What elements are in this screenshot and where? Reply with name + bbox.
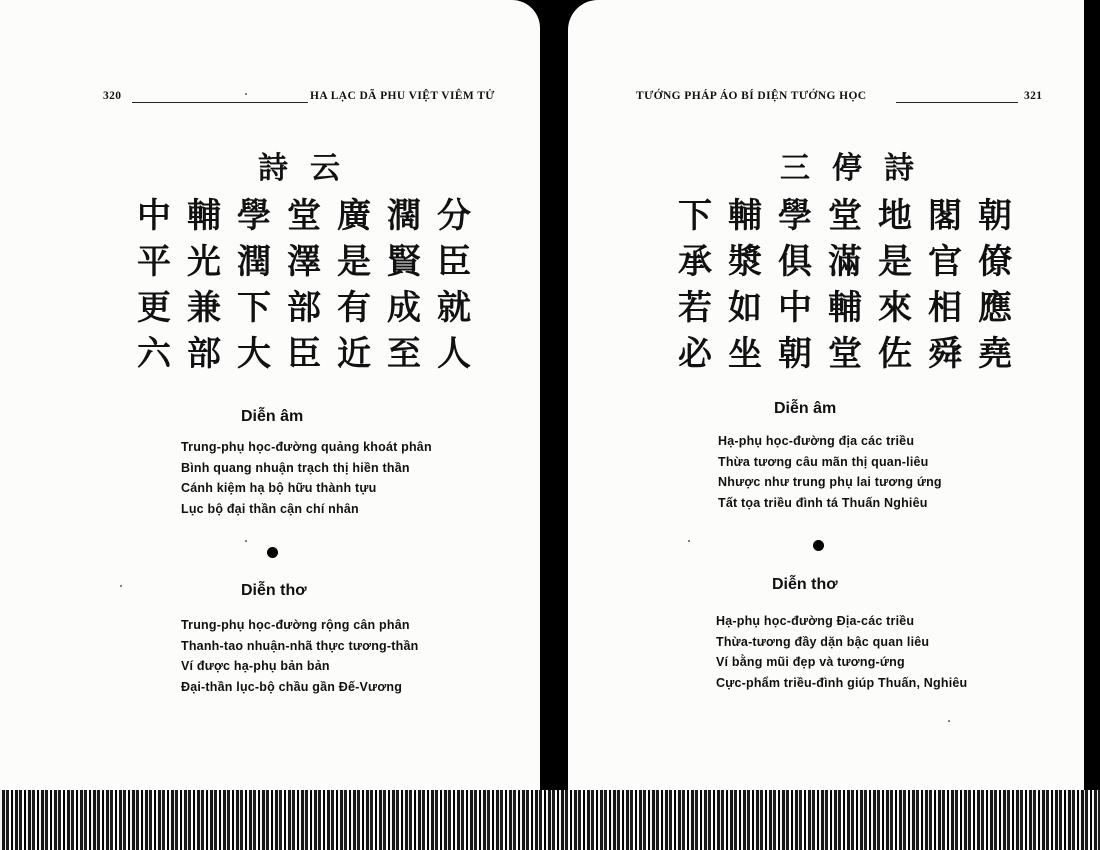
dien-tho-line: Trung-phụ học-đường rộng cân phân (181, 618, 410, 632)
dien-am-line: Bình quang nhuận trạch thị hiền thần (181, 460, 410, 475)
poem-line: 下輔學堂地閣朝 (678, 196, 1028, 236)
left-page (0, 0, 540, 790)
dien-tho-line: Thanh-tao nhuận-nhã thực tương-thần (181, 638, 419, 653)
dien-tho-line: Thừa-tương đầy dặn bậc quan liêu (716, 634, 930, 649)
poem-title: 三停詩 (780, 151, 936, 186)
poem-block (678, 188, 1028, 372)
dien-am-line: Cánh kiệm hạ bộ hữu thành tựu (181, 481, 377, 495)
dien-tho-block (716, 614, 967, 696)
dien-am-block (181, 440, 432, 522)
separator-dot (813, 540, 824, 551)
poem-block (137, 188, 487, 372)
dien-tho-line: Ví được hạ-phụ bản bản (181, 659, 330, 673)
running-head: TƯỚNG PHÁP ÁO BÍ DIỆN TƯỚNG HỌC (636, 90, 867, 102)
dien-am-title: Diễn âm (774, 400, 837, 417)
poem-line: 中輔學堂廣濶分 (137, 196, 487, 236)
dien-tho-line: Cực-phẩm triều-đình giúp Thuấn, Nghiêu (716, 675, 968, 690)
print-speck (245, 540, 247, 542)
header-rule (896, 102, 1018, 103)
header-rule (132, 102, 308, 103)
page-number: 321 (1024, 90, 1043, 102)
print-speck (120, 585, 122, 587)
poem-line: 必坐朝堂佐舜堯 (678, 334, 1028, 374)
poem-line: 六部大臣近至人 (137, 334, 487, 374)
print-speck (948, 720, 950, 722)
poem-title: 詩云 (258, 151, 362, 186)
print-speck (245, 93, 247, 95)
print-speck (688, 540, 690, 542)
dien-tho-block (181, 618, 418, 700)
dien-tho-line: Ví bằng mũi đẹp và tương-ứng (716, 655, 905, 669)
dien-tho-line: Đại-thần lục-bộ chầu gần Đế-Vương (181, 679, 403, 694)
poem-line: 承漿俱滿是官僚 (678, 242, 1028, 282)
dien-am-line: Tất tọa triều đình tá Thuấn Nghiêu (718, 495, 928, 510)
dien-am-line: Nhược như trung phụ lai tương ứng (718, 475, 942, 489)
scan-artifact-stripes (0, 790, 1100, 850)
dien-am-line: Thừa tương câu mãn thị quan-liêu (718, 454, 929, 469)
dien-am-line: Hạ-phụ học-đường địa các triều (718, 434, 915, 448)
dien-am-title: Diễn âm (241, 408, 304, 425)
dien-tho-line: Hạ-phụ học-đường Địa-các triều (716, 614, 915, 628)
scan-border (1084, 0, 1100, 790)
poem-line: 更兼下部有成就 (137, 288, 487, 328)
running-head: HA LẠC DÃ PHU VIỆT VIÊM TỬ (310, 90, 495, 102)
dien-am-line: Trung-phụ học-đường quảng khoát phân (181, 440, 432, 454)
dien-tho-title: Diễn thơ (241, 582, 307, 599)
separator-dot (267, 547, 278, 558)
dien-am-line: Lục bộ đại thần cận chí nhân (181, 501, 359, 516)
dien-tho-title: Diễn thơ (772, 576, 838, 593)
poem-line: 若如中輔來相應 (678, 288, 1028, 328)
page-number: 320 (103, 90, 122, 102)
right-page (568, 0, 1084, 790)
poem-line: 平光潤澤是賢臣 (137, 242, 487, 282)
dien-am-block (718, 434, 942, 516)
